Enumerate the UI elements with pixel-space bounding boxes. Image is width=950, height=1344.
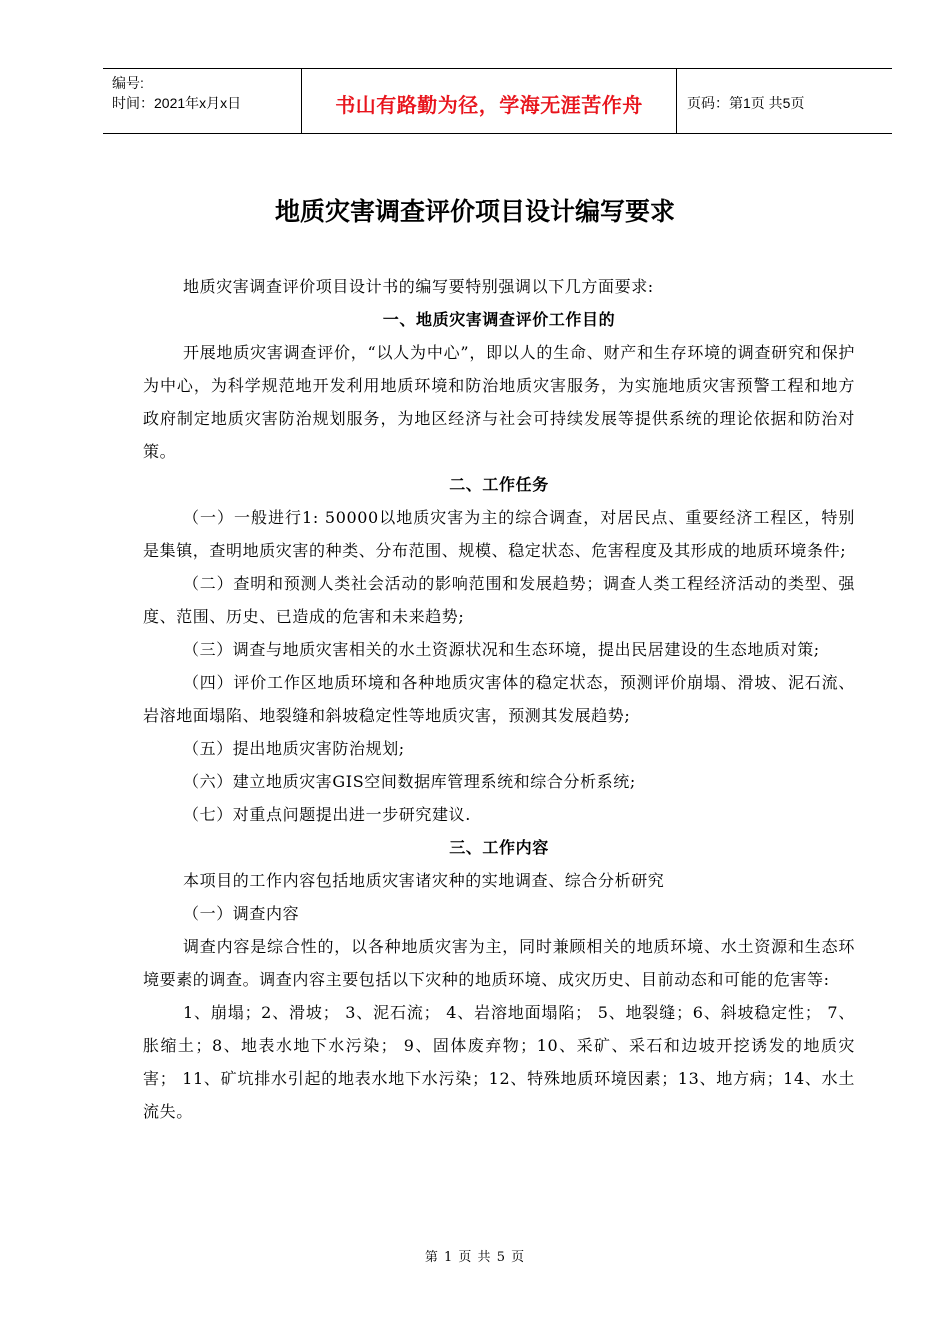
intro-paragraph: 地质灾害调查评价项目设计书的编写要特别强调以下几方面要求:: [183, 277, 654, 296]
motto-cell: [302, 69, 677, 133]
section1-heading: 一、地质灾害调查评价工作目的: [382, 310, 616, 329]
task-item-7: （七）对重点问题提出进一步研究建议.: [183, 805, 471, 824]
section3-heading: 三、工作内容: [449, 838, 549, 857]
motto-text: 书山有路勤为径，学海无涯苦作舟: [335, 92, 643, 117]
page-info-cell: [677, 69, 892, 133]
task-item-2: （二）查明和预测人类社会活动的影响范围和发展趋势；调查人类工程经济活动的类型、强度、范围、历史、已造成的危害和未来趋势;: [143, 574, 855, 626]
document-body: [143, 270, 855, 1128]
header-table: [103, 68, 892, 134]
section2-heading: 二、工作任务: [449, 475, 549, 494]
date-label: 时间：2021年x月x日: [112, 95, 242, 111]
task-item-3: （三）调查与地质灾害相关的水土资源状况和生态环境，提出民居建设的生态地质对策;: [183, 640, 820, 659]
number-label: 编号:: [112, 75, 144, 91]
section3-subheading: （一）调查内容: [183, 904, 300, 923]
page-footer: 第 1 页 共 5 页: [424, 1250, 526, 1265]
section3-intro: 本项目的工作内容包括地质灾害诸灾种的实地调查、综合分析研究: [183, 871, 665, 890]
document-title: 地质灾害调查评价项目设计编写要求: [274, 197, 675, 226]
section3-paragraph-2: 1、崩塌；2、滑坡； 3、泥石流； 4、岩溶地面塌陷； 5、地裂缝；6、斜坡稳定性； 7、胀缩土；8、地表水地下水污染； 9、固体废弃物；10、采矿、采石和边坡开挖诱发的地质灾害； 11、矿坑排水引起的地表水地下水污染；12、特殊地质环境因素；13、地方病；14、水土流失。: [143, 1003, 855, 1121]
header-info-cell: [103, 69, 302, 133]
section1-paragraph: 开展地质灾害调查评价，“以人为中心”，即以人的生命、财产和生存环境的调查研究和保护为中心，为科学规范地开发利用地质环境和防治地质灾害服务，为实施地质灾害预警工程和地方政府制定地质灾害防治规划服务，为地区经济与社会可持续发展等提供系统的理论依据和防治对策。: [143, 343, 855, 461]
task-item-1: （一）一般进行1: 50000以地质灾害为主的综合调查，对居民点、重要经济工程区，特别是集镇，查明地质灾害的种类、分布范围、规模、稳定状态、危害程度及其形成的地质环境条件;: [143, 508, 855, 560]
page-label: 页码：第1页 共5页: [687, 95, 805, 111]
task-item-6: （六）建立地质灾害GIS空间数据库管理系统和综合分析系统;: [183, 772, 636, 791]
task-item-5: （五）提出地质灾害防治规划;: [183, 739, 405, 758]
section3-paragraph-1: 调查内容是综合性的，以各种地质灾害为主，同时兼顾相关的地质环境、水土资源和生态环境要素的调查。调查内容主要包括以下灾种的地质环境、成灾历史、目前动态和可能的危害等:: [143, 937, 855, 989]
task-item-4: （四）评价工作区地质环境和各种地质灾害体的稳定状态，预测评价崩塌、滑坡、泥石流、岩溶地面塌陷、地裂缝和斜坡稳定性等地质灾害，预测其发展趋势;: [143, 673, 855, 725]
